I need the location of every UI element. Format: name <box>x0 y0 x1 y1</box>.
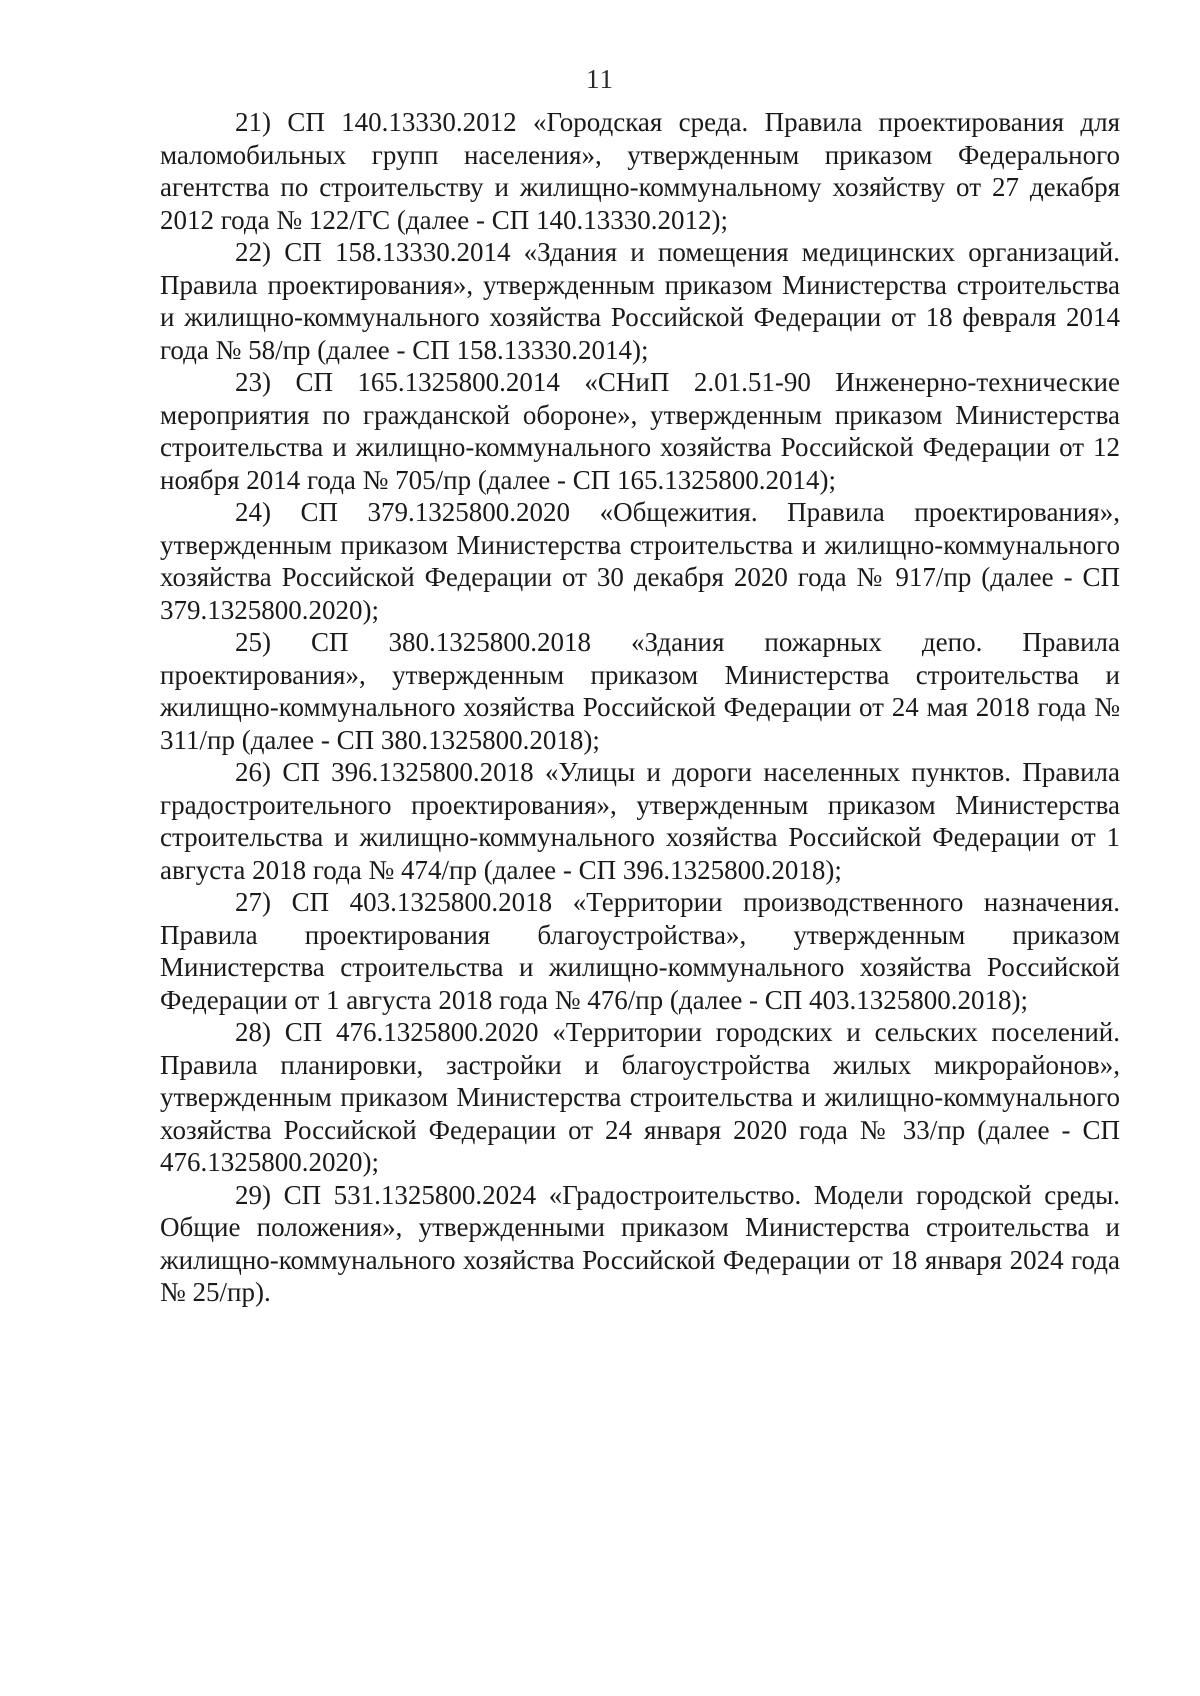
list-item-24: 24) СП 379.1325800.2020 «Общежития. Правила проектирования», утвержденным приказом Министерства строительства и жилищно-коммунального хозяйства Российской Федерации от 30 декабря 2020 года № 917/пр (далее - СП 379.1325800.2020); <box>160 497 1120 625</box>
document-body <box>160 106 1120 1309</box>
list-item-27: 27) СП 403.1325800.2018 «Территории производственного назначения. Правила проектирования благоустройства», утвержденным приказом Министерства строительства и жилищно-коммунального хозяйства Российской Федерации от 1 августа 2018 года № 476/пр (далее - СП 403.1325800.2018); <box>160 887 1120 1015</box>
list-item-23: 23) СП 165.1325800.2014 «СНиП 2.01.51-90 Инженерно-технические мероприятия по гражданской обороне», утвержденным приказом Министерства строительства и жилищно-коммунального хозяйства Российской Федерации от 12 ноября 2014 года № 705/пр (далее - СП 165.1325800.2014); <box>160 367 1120 495</box>
list-item-28: 28) СП 476.1325800.2020 «Территории городских и сельских поселений. Правила планировки, застройки и благоустройства жилых микрорайонов», утвержденным приказом Министерства строительства и жилищно-коммунального хозяйства Российской Федерации от 24 января 2020 года № 33/пр (далее - СП 476.1325800.2020); <box>160 1017 1120 1177</box>
list-item-25: 25) СП 380.1325800.2018 «Здания пожарных депо. Правила проектирования», утвержденным приказом Министерства строительства и жилищно-коммунального хозяйства Российской Федерации от 24 мая 2018 года № 311/пр (далее - СП 380.1325800.2018); <box>160 627 1120 755</box>
list-item-29: 29) СП 531.1325800.2024 «Градостроительство. Модели городской среды. Общие положения», утвержденными приказом Министерства строительства и жилищно-коммунального хозяйства Российской Федерации от 18 января 2024 года № 25/пр). <box>160 1179 1120 1307</box>
list-item-21: 21) СП 140.13330.2012 «Городская среда. Правила проектирования для маломобильных групп населения», утвержденным приказом Федерального агентства по строительству и жилищно-коммунальному хозяйству от 27 декабря 2012 года № 122/ГС (далее - СП 140.13330.2012); <box>160 107 1120 235</box>
list-item-22: 22) СП 158.13330.2014 «Здания и помещения медицинских организаций. Правила проектирования», утвержденным приказом Министерства строительства и жилищно-коммунального хозяйства Российской Федерации от 18 февраля 2014 года № 58/пр (далее - СП 158.13330.2014); <box>160 237 1120 365</box>
list-item-26: 26) СП 396.1325800.2018 «Улицы и дороги населенных пунктов. Правила градостроительного проектирования», утвержденным приказом Министерства строительства и жилищно-коммунального хозяйства Российской Федерации от 1 августа 2018 года № 474/пр (далее - СП 396.1325800.2018); <box>160 757 1120 885</box>
page-number: 11 <box>586 64 614 94</box>
